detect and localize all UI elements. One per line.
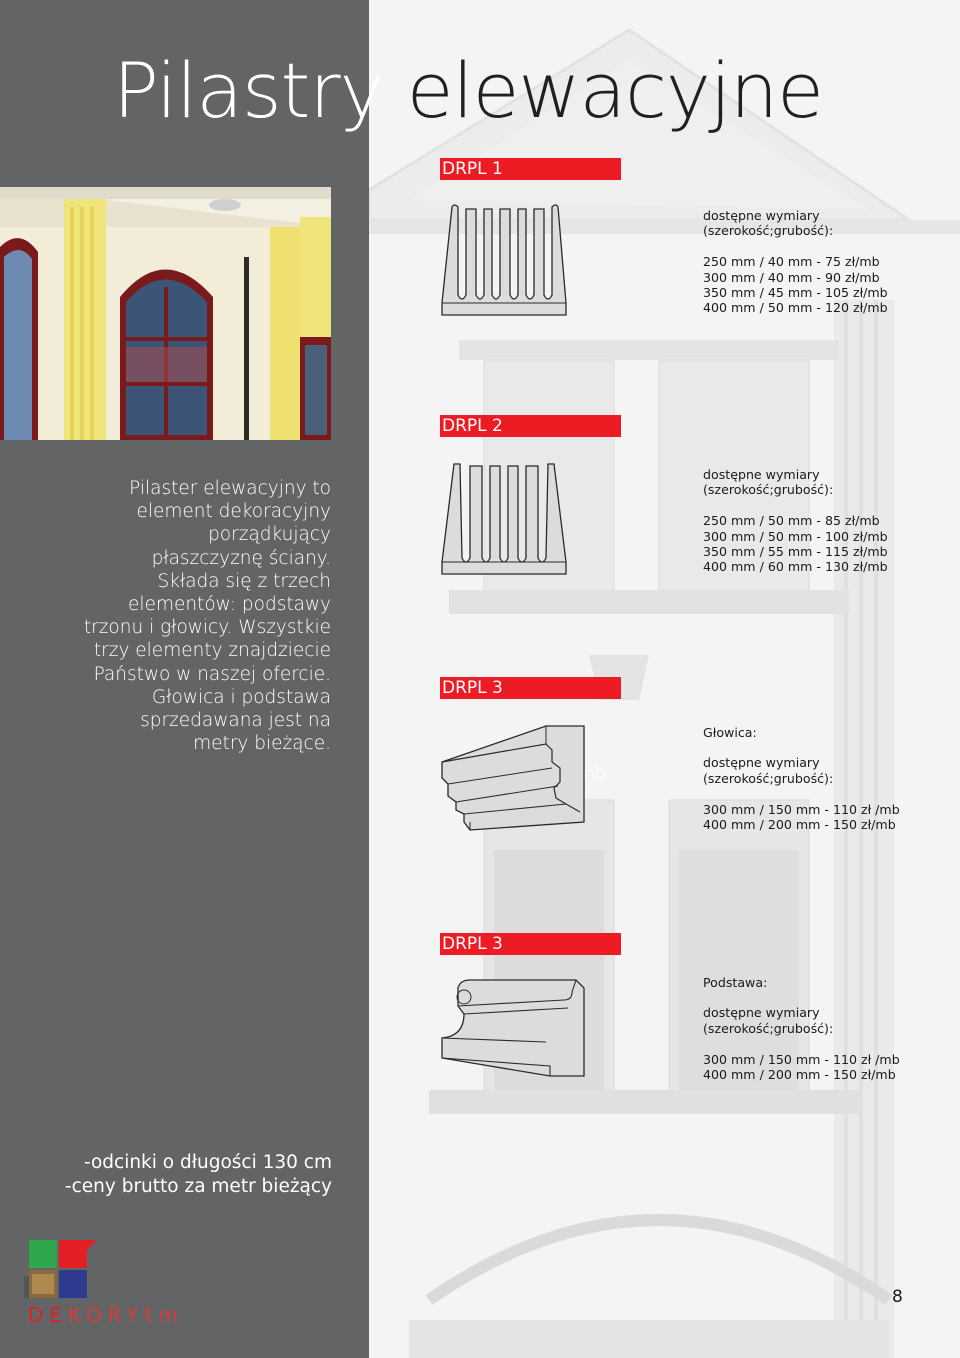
description-line: elementów: podstawy	[128, 594, 331, 616]
profile-drpl2-drawing	[440, 462, 570, 578]
dims-row: 250 mm / 50 mm - 85 zł/mb	[703, 513, 880, 529]
dims-label: dostępne wymiary	[703, 467, 820, 482]
logo-letter-e: E	[49, 1303, 69, 1327]
part-label: Podstawa:	[703, 975, 768, 990]
dims-row: 300 mm / 50 mm - 100 zł/mb	[703, 528, 888, 544]
description-line: sprzedawana jest na	[140, 710, 331, 732]
description-line: Państwo w naszej ofercie.	[93, 663, 331, 685]
dims-label-units: (szerokość;grubość):	[703, 223, 834, 239]
dims-row: 400 mm / 200 mm - 150 zł/mb	[703, 817, 896, 833]
page-number: 8	[892, 1287, 903, 1307]
description-line: Głowica i podstawa	[151, 686, 331, 708]
title-part-2: elewacyjne	[406, 46, 823, 135]
profile-capital-drawing	[440, 722, 590, 834]
dims-label: dostępne wymiary	[703, 755, 820, 771]
profile-drpl1-drawing	[440, 203, 570, 320]
dims-label-units: (szerokość;grubość):	[703, 770, 834, 786]
description-line: płaszczyznę ściany.	[151, 547, 331, 569]
note-prices: -ceny brutto za metr bieżący	[64, 1175, 332, 1197]
profile-base-drawing	[440, 978, 590, 1082]
product-code-bar: DRPL 1	[440, 158, 621, 180]
logo-letter-d: D	[28, 1303, 50, 1327]
product-code-bar: DRPL 2	[440, 415, 621, 437]
dims-row: 350 mm / 45 mm - 105 zł/mb	[703, 285, 888, 301]
description-line: metry bieżące.	[193, 733, 331, 755]
product-info	[703, 975, 900, 1082]
dims-label: dostępne wymiary	[703, 1005, 820, 1021]
description-line: porządkujący	[208, 524, 331, 546]
description-line: element dekoracyjny	[136, 501, 331, 523]
dims-row: 400 mm / 200 mm - 150 zł/mb	[703, 1067, 896, 1083]
dims-label-units: (szerokość;grubość):	[703, 482, 834, 498]
product-info	[703, 467, 888, 575]
part-label: Głowica:	[703, 725, 757, 740]
description-line: Składa się z trzech	[157, 570, 331, 592]
notes	[40, 1151, 332, 1198]
logo-tm: tm	[144, 1303, 184, 1327]
dims-label: dostępne wymiary	[703, 208, 820, 223]
product-info	[703, 725, 900, 832]
description-line: trzy elementy znajdziecie	[93, 640, 331, 662]
dims-row: 350 mm / 55 mm - 115 zł/mb	[703, 544, 888, 560]
ghost-text: nb	[584, 764, 606, 784]
product-info	[703, 208, 888, 316]
logo-letters: KORY	[68, 1303, 145, 1327]
logo-wordmark	[28, 1303, 184, 1327]
description-text	[40, 477, 331, 755]
dims-row: 300 mm / 150 mm - 110 zł /mb	[703, 1051, 900, 1067]
dims-row: 250 mm / 40 mm - 75 zł/mb	[703, 254, 880, 270]
product-code-bar: DRPL 3	[440, 933, 621, 955]
product-code-bar: DRPL 3	[440, 677, 621, 699]
dims-row: 300 mm / 40 mm - 90 zł/mb	[703, 269, 880, 285]
title-part-1: Pilastry	[113, 46, 384, 135]
dims-label-units: (szerokość;grubość):	[703, 1020, 834, 1036]
dims-row: 400 mm / 50 mm - 120 zł/mb	[703, 300, 888, 316]
pilaster-photo	[0, 187, 331, 440]
dims-row: 300 mm / 150 mm - 110 zł /mb	[703, 801, 900, 817]
description-line: trzonu i głowicy. Wszystkie	[83, 617, 331, 639]
description-line: Pilaster elewacyjny to	[129, 478, 331, 499]
page-title	[113, 46, 823, 135]
dims-row: 400 mm / 60 mm - 130 zł/mb	[703, 559, 888, 575]
note-length: -odcinki o długości 130 cm	[83, 1152, 332, 1173]
